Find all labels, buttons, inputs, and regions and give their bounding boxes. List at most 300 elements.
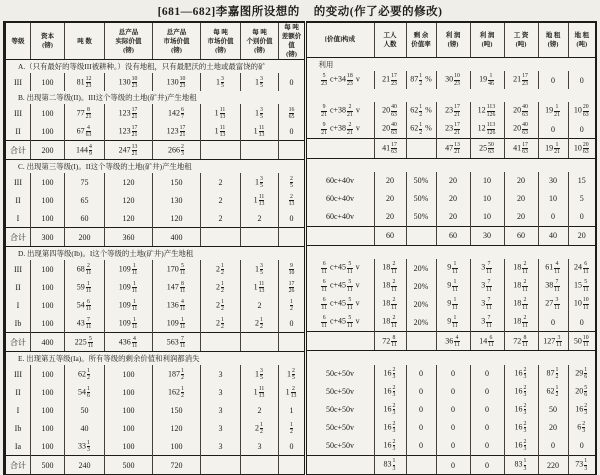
fraction: $\frac{1}{11}$	[85, 280, 92, 294]
table-row	[306, 419, 596, 437]
cell-individual-value-per-ton	[241, 456, 279, 475]
cell-total-product-market-value: 130 $\frac{10}{23}$	[153, 73, 201, 91]
col-header-total-product-market-value: 总产品 市场价值 (镑)	[153, 22, 201, 60]
table-row	[5, 104, 305, 122]
cell-total-product-real-value: 109 $\frac{1}{11}$	[105, 278, 153, 296]
cell-rent-tons: 29 $\frac{1}{6}$	[568, 365, 596, 383]
fraction: $\frac{2}{3}$	[523, 439, 527, 453]
fraction: $\frac{20}{63}$	[582, 141, 589, 155]
cell-grade: I	[16, 300, 20, 310]
fraction: $\frac{1}{21}$	[554, 141, 560, 155]
col-header-workers: 工人 人数	[374, 22, 406, 58]
cell-market-value-per-ton: 3	[201, 365, 241, 383]
cell-individual-value-per-ton	[241, 333, 279, 352]
cell-rent-tons: 0	[568, 208, 596, 227]
fraction: $\frac{4}{63}$	[85, 124, 92, 138]
fraction: $\frac{1}{2}$	[221, 280, 224, 294]
cell-wages-tons: 83 $\frac{1}{3}$	[504, 456, 538, 475]
cell-surplus-value-rate: 20%	[406, 259, 436, 277]
fraction: $\frac{7}{11}$	[486, 315, 492, 329]
cell-surplus-value-rate: 20%	[406, 295, 436, 313]
fraction: $\frac{4}{11}$	[179, 298, 186, 312]
fraction: $\frac{5}{11}$	[87, 335, 94, 349]
cell-profit-pounds: 0	[436, 383, 470, 401]
cell-total-product-real-value: 120	[105, 209, 153, 228]
fraction: $\frac{1}{2}$	[181, 385, 184, 399]
cell-tons: 54 $\frac{6}{11}$	[65, 296, 105, 314]
cell-wages-tons: 72 $\frac{8}{11}$	[504, 332, 538, 351]
fraction: $\frac{40}{63}$	[391, 104, 397, 118]
section-D-label-continuation	[306, 245, 596, 259]
cell-profit-tons: 3 $\frac{7}{11}$	[470, 295, 504, 313]
cell-capital-pounds: 500	[31, 456, 65, 475]
cell-profit-tons: 0	[470, 419, 504, 437]
cell-rent-tons: 24 $\frac{6}{11}$	[568, 259, 596, 277]
cell-grade: 合计	[5, 141, 31, 160]
fraction: $\frac{7}{11}$	[486, 297, 492, 311]
fraction: $\frac{11}{13}$	[258, 193, 265, 207]
table-row	[306, 120, 596, 139]
fraction: $\frac{1}{2}$	[555, 366, 559, 381]
fraction: $\frac{10}{11}$	[582, 334, 589, 348]
section-C-heading-row	[5, 160, 305, 174]
total-row	[306, 332, 596, 351]
fraction: $\frac{9}{21}$	[321, 104, 327, 118]
cell-capital-pounds: 100	[31, 104, 65, 122]
cell-wages-tons: 60	[504, 226, 538, 245]
section-D-label: D. 出现第四等级(Ib)。I这个等级的土地(矿井)产生地租	[18, 249, 194, 259]
cell-profit-pounds: 60	[436, 226, 470, 245]
fraction: $\frac{1}{11}$	[131, 262, 138, 276]
fraction: $\frac{40}{63}$	[522, 122, 528, 136]
cell-value-composition: 50c+50v	[325, 423, 355, 433]
cell-surplus-value-rate: 62 $\frac{1}{2}$ %	[406, 102, 436, 120]
cell-individual-value-per-ton: 2	[241, 401, 279, 419]
cell-workers: 16 $\frac{2}{3}$	[374, 383, 406, 401]
cell-tons: 60	[65, 209, 105, 228]
cell-total-product-market-value: 150	[153, 401, 201, 419]
col-header-rent-pounds: 地 租 (镑)	[538, 22, 568, 58]
cell-differential-value-per-ton	[279, 141, 305, 160]
cell-capital-pounds: 400	[31, 333, 65, 352]
cell-wages-tons: 16 $\frac{2}{3}$	[504, 401, 538, 419]
fraction: $\frac{1}{2}$	[419, 104, 423, 118]
cell-wages-tons: 16 $\frac{2}{3}$	[504, 365, 538, 383]
cell-value-composition	[306, 456, 374, 475]
cell-total-product-market-value: 120	[153, 419, 201, 437]
fraction: $\frac{20}{63}$	[582, 104, 589, 118]
fraction: $\frac{17}{26}$	[288, 280, 295, 294]
cell-differential-value-per-ton: 1	[279, 401, 305, 419]
cell-wages-tons: 18 $\frac{2}{11}$	[504, 295, 538, 313]
col-header-rent-tons: 地 租 (吨)	[568, 22, 596, 58]
table-row	[306, 437, 596, 456]
cell-grade: Ib	[14, 423, 22, 433]
cell-surplus-value-rate: 0	[406, 437, 436, 456]
fraction: $\frac{2}{11}$	[391, 279, 397, 293]
cell-individual-value-per-ton: 2 $\frac{1}{2}$	[241, 314, 279, 333]
fraction: $\frac{4}{11}$	[554, 261, 560, 275]
cell-market-value-per-ton: 3	[201, 437, 241, 456]
table-row	[5, 209, 305, 228]
cell-tons: 68 $\frac{2}{11}$	[65, 260, 105, 278]
cell-differential-value-per-ton	[279, 278, 305, 296]
fraction: $\frac{2}{3}$	[523, 384, 527, 399]
cell-profit-tons: 3 $\frac{7}{11}$	[470, 277, 504, 295]
fraction: $\frac{11}{13}$	[219, 106, 226, 120]
table-row	[306, 401, 596, 419]
cell-value-composition: 50c+50v	[325, 405, 355, 415]
cell-tons: 67 $\frac{4}{63}$	[65, 122, 105, 141]
cell-capital-pounds: 100	[31, 278, 65, 296]
table-row	[306, 172, 596, 190]
fraction: $\frac{1}{11}$	[452, 279, 458, 293]
cell-rent-pounds: 19 $\frac{1}{21}$	[538, 102, 568, 120]
table-row	[5, 73, 305, 91]
cell-total-product-real-value: 360	[105, 228, 153, 247]
col-header-profit-tons: 利 润 (吨)	[470, 22, 504, 58]
cell-profit-tons: 30	[470, 226, 504, 245]
cell-profit-tons: 3 $\frac{7}{11}$	[470, 259, 504, 277]
section-C-label: C. 出现第三等级(I)。II这个等级的土地(矿井)产生地租	[18, 162, 192, 172]
cell-workers: 21 $\frac{17}{23}$	[374, 71, 406, 89]
cell-market-value-per-ton: 1 $\frac{11}{13}$	[201, 104, 241, 122]
fraction: $\frac{1}{6}$	[87, 385, 90, 399]
cell-differential-value-per-ton: 0	[279, 209, 305, 228]
total-row	[306, 226, 596, 245]
col-header-value-composition: [价值]构成	[306, 22, 374, 58]
fraction: $\frac{1}{2}$	[221, 262, 224, 276]
section-C-label-continuation	[306, 158, 596, 172]
cell-grade: Ia	[14, 441, 22, 451]
section-A-heading-row	[5, 60, 305, 74]
fraction: $\frac{2}{21}$	[347, 104, 353, 118]
cell-rent-tons: 10 $\frac{20}{63}$	[568, 102, 596, 120]
total-row	[5, 333, 305, 352]
fraction: $\frac{2}{3}$	[181, 143, 184, 157]
cell-individual-value-per-ton: 1 $\frac{11}{13}$	[241, 122, 279, 141]
cell-wages-tons: 20 $\frac{40}{63}$	[504, 102, 538, 120]
header-row	[306, 22, 596, 58]
cell-grade: II	[15, 282, 21, 292]
cell-profit-tons: 10	[470, 208, 504, 227]
cell-tons: 59 $\frac{1}{11}$	[65, 278, 105, 296]
cell-differential-value-per-ton	[279, 228, 305, 247]
fraction: $\frac{2}{3}$	[392, 384, 396, 399]
cell-differential-value-per-ton: 1 $\frac{2}{13}$	[279, 383, 305, 401]
cell-workers: 16 $\frac{2}{3}$	[374, 365, 406, 383]
fraction: $\frac{1}{3}$	[523, 458, 527, 472]
cell-total-product-market-value: 720	[153, 456, 201, 475]
fraction: $\frac{2}{3}$	[523, 420, 527, 435]
cell-market-value-per-ton	[201, 141, 241, 160]
cell-total-product-market-value: 109 $\frac{1}{11}$	[153, 314, 201, 333]
cell-wages-tons: 18 $\frac{2}{11}$	[504, 313, 538, 332]
cell-profit-pounds: 47 $\frac{13}{21}$	[436, 139, 470, 158]
col-header-grade: 等级	[5, 22, 31, 60]
cell-grade: III	[14, 177, 22, 187]
cell-wages-tons: 18 $\frac{2}{11}$	[504, 259, 538, 277]
cell-total-product-real-value: 436 $\frac{4}{11}$	[105, 333, 153, 352]
section-A-label: A.（只有最好的等级III被耕种。）没有地租，只有最肥沃的土地或最富饶的矿	[18, 62, 266, 72]
cell-profit-pounds: 20	[436, 172, 470, 190]
cell-total-product-real-value: 123 $\frac{17}{21}$	[105, 104, 153, 122]
cell-market-value-per-ton: 2	[201, 173, 241, 191]
cell-rent-pounds: 0	[538, 120, 568, 139]
cell-profit-tons: 0	[470, 383, 504, 401]
cell-differential-value-per-ton	[279, 456, 305, 475]
total-row	[306, 456, 596, 475]
cell-value-composition: 60c+40v	[325, 212, 355, 222]
fraction: $\frac{6}{11}$	[85, 298, 92, 312]
cell-rent-tons: 5	[568, 190, 596, 208]
cell-total-product-market-value: 100	[153, 437, 201, 456]
cell-market-value-per-ton: 1 $\frac{11}{13}$	[201, 122, 241, 141]
cell-tons: 77 $\frac{8}{21}$	[65, 104, 105, 122]
fraction: $\frac{1}{11}$	[452, 297, 458, 311]
cell-profit-pounds: 23 $\frac{17}{21}$	[436, 120, 470, 139]
cell-workers: 20	[374, 172, 406, 190]
cell-value-composition: 60c+40v	[325, 194, 355, 204]
fraction: $\frac{40}{63}$	[522, 104, 528, 118]
cell-value-composition: $\frac{5}{23}$ c+34 $\frac{18}{23}$ v	[321, 73, 360, 87]
cell-capital-pounds: 100	[31, 383, 65, 401]
table-row	[5, 191, 305, 209]
fraction: $\frac{8}{11}$	[522, 334, 528, 348]
fraction: $\frac{7}{11}$	[486, 261, 492, 275]
cell-rent-tons: 0	[568, 71, 596, 89]
fraction: $\frac{1}{2}$	[221, 316, 224, 330]
table-row	[306, 295, 596, 313]
cell-capital-pounds: 100	[31, 122, 65, 141]
cell-total-product-market-value: 130	[153, 191, 201, 209]
cell-profit-pounds: 0	[436, 365, 470, 383]
cell-individual-value-per-ton: 3	[241, 437, 279, 456]
fraction: $\frac{9}{21}$	[321, 122, 327, 136]
cell-workers: 20 $\frac{40}{63}$	[374, 120, 406, 139]
cell-rent-pounds: 27 $\frac{3}{11}$	[538, 295, 568, 313]
section-B-heading-row	[306, 89, 596, 102]
cell-rent-tons: 15	[568, 172, 596, 190]
cell-tons: 65	[65, 191, 105, 209]
section-D-heading-row	[5, 247, 305, 261]
cell-grade: III	[14, 77, 22, 87]
cell-differential-value-per-ton: 0	[279, 122, 305, 141]
cell-market-value-per-ton: 2 $\frac{1}{2}$	[201, 296, 241, 314]
cell-market-value-per-ton: 2 $\frac{1}{2}$	[201, 260, 241, 278]
fraction: $\frac{5}{6}$	[584, 384, 588, 399]
cell-wages-tons: 16 $\frac{2}{3}$	[504, 437, 538, 456]
two-page-table-spread	[0, 19, 600, 475]
cell-rent-pounds: 0	[538, 208, 568, 227]
section-A-label-continuation: 利用	[318, 60, 334, 70]
cell-capital-pounds: 100	[31, 296, 65, 314]
cell-individual-value-per-ton: 1 $\frac{3}{5}$	[241, 104, 279, 122]
table-row	[5, 296, 305, 314]
cell-market-value-per-ton: 2	[201, 209, 241, 228]
cell-surplus-value-rate	[406, 332, 436, 351]
cell-wages-tons: 20 $\frac{40}{63}$	[504, 120, 538, 139]
table-row	[5, 401, 305, 419]
section-E-label-continuation	[306, 351, 596, 365]
cell-surplus-value-rate: 0	[406, 419, 436, 437]
cell-grade: Ib	[14, 318, 22, 328]
cell-individual-value-per-ton	[241, 141, 279, 160]
cell-profit-pounds: 9 $\frac{1}{11}$	[436, 313, 470, 332]
cell-wages-tons: 20	[504, 172, 538, 190]
fraction: $\frac{1}{11}$	[452, 261, 458, 275]
cell-tons: 200	[65, 228, 105, 247]
col-header-individual-value-per-ton: 每 吨 个别价值 (镑)	[241, 22, 279, 60]
table-row	[306, 259, 596, 277]
cell-tons: 75	[65, 173, 105, 191]
fraction: $\frac{1}{11}$	[179, 316, 186, 330]
cell-rent-tons: 0	[568, 437, 596, 456]
section-D-heading-row	[306, 245, 596, 259]
cell-value-composition: $\frac{6}{11}$ c+45 $\frac{5}{11}$ v	[321, 261, 360, 275]
cell-profit-tons: 14 $\frac{6}{11}$	[470, 332, 504, 351]
cell-total-product-real-value: 247 $\frac{13}{21}$	[105, 141, 153, 160]
cell-tons: 144 $\frac{4}{9}$	[65, 141, 105, 160]
cell-total-product-real-value: 100	[105, 365, 153, 383]
cell-profit-tons: 0	[470, 456, 504, 475]
cell-surplus-value-rate	[406, 226, 436, 245]
fraction: $\frac{5}{11}$	[347, 261, 353, 275]
fraction: $\frac{4}{11}$	[454, 334, 460, 348]
cell-total-product-market-value: 563 $\frac{7}{11}$	[153, 333, 201, 352]
cell-wages-tons: 21 $\frac{17}{23}$	[504, 71, 538, 89]
table-row	[5, 314, 305, 333]
fraction: $\frac{3}{11}$	[556, 334, 562, 348]
cell-market-value-per-ton: 1 $\frac{3}{5}$	[201, 73, 241, 91]
cell-tons: 50	[65, 401, 105, 419]
table-row	[5, 383, 305, 401]
cell-total-product-real-value: 100	[105, 437, 153, 456]
cell-value-composition	[306, 226, 374, 245]
fraction: $\frac{8}{11}$	[179, 280, 186, 294]
cell-surplus-value-rate: 20%	[406, 313, 436, 332]
fraction: $\frac{1}{11}$	[452, 315, 458, 329]
cell-tons: 54 $\frac{1}{6}$	[65, 383, 105, 401]
fraction: $\frac{7}{11}$	[554, 279, 560, 293]
cell-capital-pounds: 100	[31, 173, 65, 191]
cell-rent-pounds: 30	[538, 172, 568, 190]
cell-total-product-market-value: 266 $\frac{2}{3}$	[153, 141, 201, 160]
cell-capital-pounds: 100	[31, 73, 65, 91]
section-E-heading-row	[306, 351, 596, 365]
cell-grade: 合计	[5, 228, 31, 247]
cell-surplus-value-rate: 0	[406, 365, 436, 383]
cell-profit-tons: 0	[470, 365, 504, 383]
cell-profit-pounds: 20	[436, 190, 470, 208]
cell-wages-tons: 20	[504, 190, 538, 208]
cell-differential-value-per-ton: 1 $\frac{2}{5}$	[279, 365, 305, 383]
cell-grade: III	[14, 264, 22, 274]
fraction: $\frac{2}{3}$	[582, 420, 586, 435]
col-header-surplus-value-rate: 剩 余 价值率	[406, 22, 436, 58]
cell-wages-tons: 18 $\frac{2}{11}$	[504, 277, 538, 295]
cell-workers: 20 $\frac{40}{63}$	[374, 102, 406, 120]
cell-total-product-market-value: 147 $\frac{8}{11}$	[153, 278, 201, 296]
fraction: $\frac{17}{63}$	[522, 141, 528, 155]
cell-workers: 16 $\frac{2}{3}$	[374, 419, 406, 437]
cell-grade: I	[16, 213, 20, 223]
section-E-heading-row	[5, 352, 305, 366]
fraction: $\frac{17}{21}$	[454, 122, 460, 136]
cell-profit-pounds: 9 $\frac{1}{11}$	[436, 277, 470, 295]
cell-rent-pounds: 87 $\frac{1}{2}$	[538, 365, 568, 383]
fraction: $\frac{6}{11}$	[321, 315, 327, 329]
cell-profit-tons: 10	[470, 190, 504, 208]
cell-value-composition: $\frac{9}{21}$ c+38 $\frac{2}{21}$ v	[321, 122, 360, 136]
fraction: $\frac{17}{21}$	[131, 124, 138, 138]
cell-individual-value-per-ton: 2 $\frac{1}{2}$	[241, 419, 279, 437]
fraction: $\frac{5}{11}$	[179, 262, 186, 276]
cell-rent-tons: 50 $\frac{10}{11}$	[568, 332, 596, 351]
cell-capital-pounds: 100	[31, 365, 65, 383]
fraction: $\frac{5}{11}$	[347, 279, 353, 293]
fraction: $\frac{5}{11}$	[347, 315, 353, 329]
cell-tons: 33 $\frac{1}{3}$	[65, 437, 105, 456]
cell-rent-pounds: 61 $\frac{4}{11}$	[538, 259, 568, 277]
cell-profit-tons: 3 $\frac{7}{11}$	[470, 313, 504, 332]
cell-value-composition: $\frac{6}{11}$ c+45 $\frac{5}{11}$ v	[321, 297, 360, 311]
cell-rent-tons: 10 $\frac{20}{63}$	[568, 139, 596, 158]
fraction: $\frac{3}{5}$	[260, 262, 263, 276]
cell-grade: III	[14, 369, 22, 379]
fraction: $\frac{1}{2}$	[87, 367, 90, 381]
fraction: $\frac{17}{63}$	[391, 141, 397, 155]
table-row	[5, 122, 305, 141]
fraction: $\frac{2}{11}$	[85, 262, 92, 276]
cell-rent-pounds: 50	[538, 401, 568, 419]
fraction: $\frac{17}{21}$	[454, 104, 460, 118]
cell-value-composition	[306, 332, 374, 351]
cell-wages-tons: 16 $\frac{2}{3}$	[504, 383, 538, 401]
fraction: $\frac{50}{63}$	[488, 141, 494, 155]
fraction: $\frac{4}{9}$	[89, 143, 92, 157]
cell-profit-pounds: 20	[436, 208, 470, 227]
cell-value-composition	[306, 139, 374, 158]
title-left-part: [681—682]李嘉图所设想的	[157, 6, 300, 18]
cell-capital-pounds: 100	[31, 191, 65, 209]
fraction: $\frac{17}{21}$	[131, 106, 138, 120]
cell-workers: 18 $\frac{2}{11}$	[374, 277, 406, 295]
fraction: $\frac{10}{11}$	[582, 297, 589, 311]
fraction: $\frac{4}{11}$	[131, 335, 138, 349]
fraction: $\frac{6}{11}$	[321, 261, 327, 275]
fraction: $\frac{9}{10}$	[288, 262, 295, 276]
cell-grade: III	[14, 108, 22, 118]
cell-total-product-market-value: 120	[153, 209, 201, 228]
cell-profit-tons: 0	[470, 437, 504, 456]
cell-market-value-per-ton	[201, 333, 241, 352]
col-header-market-value-per-ton: 每 吨 市场价值 (镑)	[201, 22, 241, 60]
cell-rent-tons: 20	[568, 226, 596, 245]
table-row	[306, 71, 596, 89]
fraction: $\frac{2}{3}$	[392, 439, 396, 453]
cell-surplus-value-rate: 50%	[406, 208, 436, 227]
fraction: $\frac{1}{2}$	[221, 298, 224, 312]
cell-surplus-value-rate: 20%	[406, 277, 436, 295]
cell-grade: 合计	[5, 456, 31, 475]
fraction: $\frac{1}{2}$	[419, 122, 423, 136]
cell-value-composition: $\frac{9}{21}$ c+38 $\frac{2}{21}$ v	[321, 104, 360, 118]
cell-tons: 240	[65, 456, 105, 475]
cell-rent-pounds: 0	[538, 313, 568, 332]
total-row	[5, 456, 305, 475]
cell-market-value-per-ton: 3	[201, 383, 241, 401]
